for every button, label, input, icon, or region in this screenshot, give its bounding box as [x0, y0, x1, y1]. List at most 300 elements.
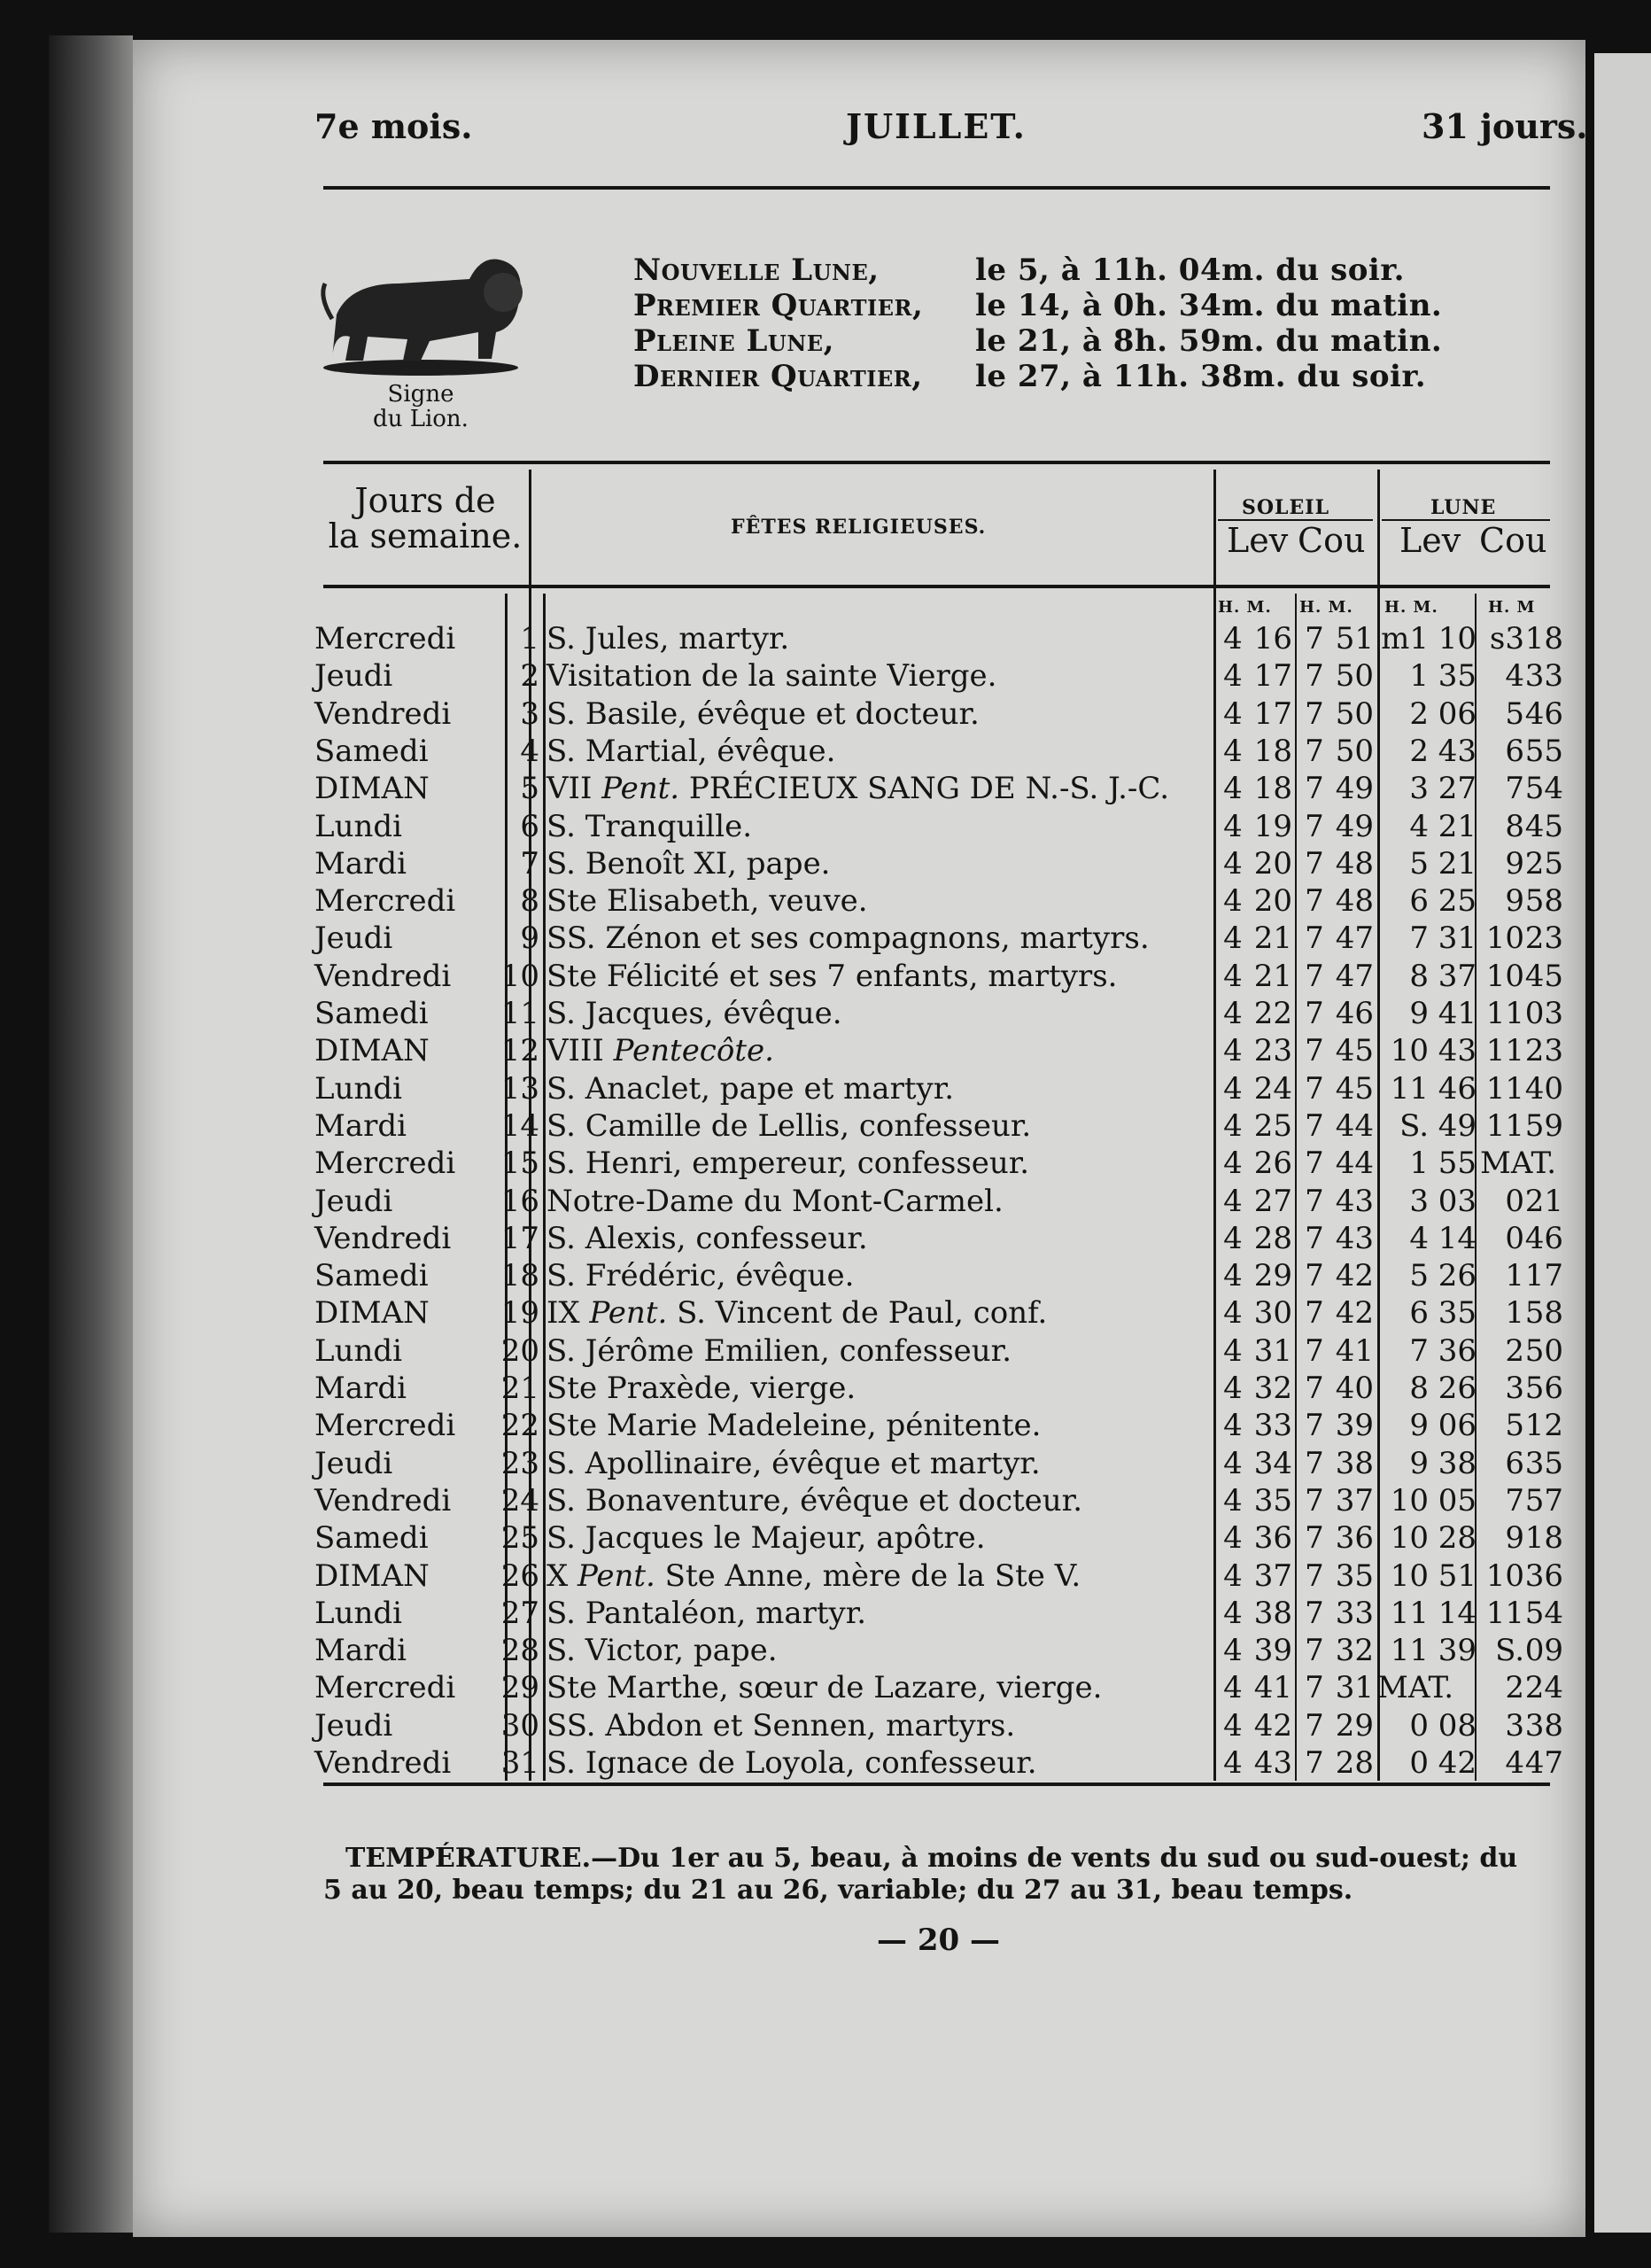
moonrise-minute-cell: 43: [1438, 1033, 1477, 1069]
weekday-cell: Jeudi: [314, 658, 393, 695]
date-number-cell: 31: [500, 1745, 539, 1781]
book-spine: [49, 35, 133, 2233]
sunset-hour-cell: 7: [1305, 1557, 1324, 1594]
feast-cell: [546, 620, 789, 657]
moonrise-hour-cell: 9: [1409, 996, 1429, 1031]
moonset-minute-cell: 47: [1524, 1745, 1563, 1781]
moonrise-hour-cell: 11: [1390, 1070, 1429, 1107]
sunrise-hour-cell: 4: [1223, 658, 1243, 695]
month-ordinal: 7e mois.: [314, 106, 473, 146]
sunrise-minute-cell: 19: [1253, 808, 1292, 844]
moonrise-hour-cell: 1: [1409, 658, 1429, 695]
feast-text-fete: S. Bonaventure, évêque et docteur.: [546, 1482, 1083, 1518]
feast-cell: [546, 1332, 1012, 1370]
feast-text-pre: VII: [546, 771, 602, 807]
sunset-hour-cell: 7: [1305, 733, 1324, 769]
sunrise-minute-cell: 18: [1253, 771, 1292, 807]
sunset-hour-cell: 7: [1305, 1332, 1324, 1369]
sunrise-hour-cell: 4: [1223, 1295, 1243, 1332]
sunrise-hour-cell: 4: [1223, 695, 1243, 732]
moonset-hour-cell: 4: [1505, 658, 1524, 695]
sunset-hour-cell: 7: [1305, 658, 1324, 695]
feast-cell: [546, 920, 1150, 957]
moonrise-minute-cell: 06: [1438, 695, 1477, 732]
moonrise-minute-cell: 41: [1438, 996, 1477, 1031]
feast-cell: [546, 808, 752, 845]
weekday-cell: Mercredi: [314, 1408, 456, 1444]
lune-header: LUNE: [1430, 496, 1497, 519]
sunrise-minute-cell: 43: [1253, 1745, 1292, 1781]
table-row: [314, 657, 1563, 695]
moon-phase-last-quarter: Dernier Quartier, le 27, à 11h. 38m. du soir.: [633, 359, 1427, 394]
feast-text-pre: X: [546, 1557, 578, 1594]
sunrise-hour-cell: 4: [1223, 1070, 1243, 1107]
feast-cell: [546, 1220, 868, 1257]
table-row: [314, 1744, 1563, 1782]
feast-cell: [546, 1070, 954, 1107]
weekday-cell: Samedi: [314, 733, 429, 769]
moonrise-hour-cell: 2: [1409, 733, 1429, 769]
feast-cell: [546, 1707, 1015, 1744]
sunset-minute-cell: 33: [1335, 1595, 1374, 1631]
sunset-hour-cell: 7: [1305, 958, 1324, 994]
moonset-hour-cell: 10: [1485, 958, 1524, 994]
moonrise-minute-cell: 46: [1438, 1070, 1477, 1107]
moonset-minute-cell: 45: [1524, 808, 1563, 844]
sunset-hour-cell: 7: [1305, 1408, 1324, 1444]
feast-cell: [546, 1632, 778, 1669]
weekday-cell: Samedi: [314, 1520, 429, 1557]
sunrise-minute-cell: 28: [1253, 1220, 1292, 1256]
soleil-cou-header: Cou: [1298, 521, 1366, 560]
moonrise-hour-cell: MAT.: [1377, 1670, 1453, 1706]
weekday-cell: Lundi: [314, 1332, 403, 1369]
table-row: [314, 920, 1563, 957]
moonset-hour-cell: 9: [1505, 845, 1524, 882]
moonrise-minute-cell: 25: [1438, 883, 1477, 920]
sunrise-minute-cell: 26: [1253, 1146, 1292, 1182]
sunset-hour-cell: 7: [1305, 1295, 1324, 1332]
sunrise-hour-cell: 4: [1223, 1033, 1243, 1069]
date-number-cell: 28: [500, 1633, 539, 1669]
feast-text-fete: Ste Elisabeth, veuve.: [546, 883, 868, 920]
page-number: — 20 —: [877, 1922, 1000, 1958]
sunset-minute-cell: 49: [1335, 808, 1374, 844]
sunset-minute-cell: 43: [1335, 1220, 1374, 1256]
moonrise-minute-cell: 43: [1438, 733, 1477, 769]
moonrise-minute-cell: 36: [1438, 1332, 1477, 1369]
moonset-minute-cell: 33: [1524, 658, 1563, 695]
date-number-cell: 12: [500, 1033, 539, 1069]
sunset-minute-cell: 45: [1335, 1070, 1374, 1107]
moonset-minute-cell: 12: [1524, 1408, 1563, 1444]
feast-text-fete: Ste Marthe, sœur de Lazare, vierge.: [546, 1670, 1103, 1706]
moonrise-hour-cell: 2: [1409, 695, 1429, 732]
weekday-cell: Mardi: [314, 1371, 407, 1406]
feast-cell: [546, 1032, 774, 1069]
feast-text-fete: Notre-Dame du Mont-Carmel.: [546, 1183, 1004, 1219]
weekday-cell: Lundi: [314, 1595, 403, 1631]
sunrise-hour-cell: 4: [1223, 1332, 1243, 1369]
moonset-minute-cell: 54: [1524, 771, 1563, 807]
moonset-hour-cell: 8: [1505, 808, 1524, 844]
moonrise-minute-cell: 08: [1438, 1707, 1477, 1744]
table-row: [314, 620, 1563, 657]
moonset-hour-cell: 2: [1505, 1670, 1524, 1706]
table-row: [314, 845, 1563, 882]
sunset-minute-cell: 43: [1335, 1183, 1374, 1219]
moonset-hour-cell: 11: [1485, 1070, 1524, 1107]
date-number-cell: 17: [500, 1220, 539, 1256]
sunset-minute-cell: 44: [1335, 1146, 1374, 1182]
moonrise-hour-cell: 8: [1409, 1371, 1429, 1406]
sunset-minute-cell: 36: [1335, 1520, 1374, 1557]
moonrise-hour-cell: 4: [1409, 1220, 1429, 1256]
sunset-hour-cell: 7: [1305, 845, 1324, 882]
moonrise-hour-cell: 8: [1409, 958, 1429, 994]
sunrise-minute-cell: 42: [1253, 1707, 1292, 1744]
date-number-cell: 1: [520, 621, 539, 656]
feast-cell: [546, 1183, 1004, 1220]
moonset-hour-cell: 11: [1485, 1107, 1524, 1144]
moonset-hour-cell: 0: [1505, 1220, 1524, 1256]
moonrise-hour-cell: 10: [1390, 1557, 1429, 1594]
table-row: [314, 882, 1563, 920]
moonset-minute-cell: 09: [1524, 1633, 1563, 1669]
sunset-hour-cell: 7: [1305, 771, 1324, 807]
moonrise-minute-cell: 38: [1438, 1445, 1477, 1481]
moonset-hour-cell: 6: [1505, 1445, 1524, 1481]
sunset-minute-cell: 48: [1335, 845, 1374, 882]
moonrise-hour-cell: 7: [1409, 1332, 1429, 1369]
moonset-minute-cell: 45: [1524, 958, 1563, 994]
moonrise-hour-cell: 5: [1409, 1258, 1429, 1294]
moonrise-hour-cell: 11: [1390, 1633, 1429, 1669]
moonset-hour-cell: 0: [1505, 1183, 1524, 1219]
sunrise-minute-cell: 21: [1253, 920, 1292, 957]
sunrise-minute-cell: 17: [1253, 695, 1292, 732]
moonrise-hour-cell: 6: [1409, 883, 1429, 920]
feast-cell: [546, 845, 831, 882]
feast-text-fete: Ste Marie Madeleine, pénitente.: [546, 1408, 1042, 1444]
moonrise-minute-cell: 42: [1438, 1745, 1477, 1781]
feast-text-fete: S. Frédéric, évêque.: [546, 1258, 855, 1294]
moonset-hour-cell: 7: [1505, 1482, 1524, 1518]
feast-cell: [546, 995, 842, 1032]
header-bottom-rule: [323, 585, 1550, 588]
moonset-minute-cell: 46: [1524, 695, 1563, 732]
date-number-cell: 26: [500, 1557, 539, 1594]
sunset-hour-cell: 7: [1305, 1220, 1324, 1256]
moonset-minute-cell: 17: [1524, 1258, 1563, 1294]
feast-text-pre: IX: [546, 1295, 590, 1332]
table-row: [314, 1482, 1563, 1519]
moonrise-hour-cell: 3: [1409, 1183, 1429, 1219]
feast-text-fete: S. Jacques le Majeur, apôtre.: [546, 1520, 986, 1557]
feast-text-fete: S. Apollinaire, évêque et martyr.: [546, 1445, 1041, 1481]
moonset-minute-cell: 23: [1524, 1033, 1563, 1069]
feast-text-fete: Ste Praxède, vierge.: [546, 1371, 857, 1406]
sunrise-minute-cell: 22: [1253, 996, 1292, 1031]
date-number-cell: 21: [500, 1371, 539, 1406]
moonset-hour-cell: 9: [1505, 1520, 1524, 1557]
weekday-cell: Jeudi: [314, 1445, 393, 1481]
weekday-cell: Samedi: [314, 996, 429, 1031]
soleil-underline: [1218, 519, 1373, 521]
moonset-hour-cell: 7: [1505, 771, 1524, 807]
date-number-cell: 14: [500, 1107, 539, 1144]
soleil-header: SOLEIL: [1242, 496, 1330, 519]
moonset-minute-cell: 35: [1524, 1445, 1563, 1481]
weekday-cell: Mardi: [314, 1107, 407, 1144]
sunset-minute-cell: 50: [1335, 658, 1374, 695]
table-row: [314, 808, 1563, 845]
sunset-hour-cell: 7: [1305, 621, 1324, 656]
weekday-cell: Vendredi: [314, 958, 452, 994]
feast-text-fete: S. Jérôme Emilien, confesseur.: [546, 1332, 1012, 1369]
feast-cell: [546, 1595, 866, 1632]
moonset-hour-cell: MAT.: [1480, 1146, 1556, 1182]
weekday-cell: Vendredi: [314, 695, 452, 732]
sunrise-hour-cell: 4: [1223, 1408, 1243, 1444]
feast-cell: [546, 657, 996, 695]
date-number-cell: 4: [520, 733, 539, 769]
weekday-cell: DIMAN: [314, 1295, 430, 1332]
feast-text-ital: Pent.: [589, 1295, 668, 1332]
sunrise-minute-cell: 35: [1253, 1482, 1292, 1518]
feast-text-ital: Pent.: [601, 771, 680, 807]
sunrise-minute-cell: 31: [1253, 1332, 1292, 1369]
moonset-minute-cell: 58: [1524, 1295, 1563, 1332]
moonset-hour-cell: 5: [1505, 1408, 1524, 1444]
date-number-cell: 16: [500, 1183, 539, 1219]
moonrise-minute-cell: 51: [1438, 1557, 1477, 1594]
sunrise-hour-cell: 4: [1223, 771, 1243, 807]
sunset-minute-cell: 50: [1335, 695, 1374, 732]
table-row: [314, 1632, 1563, 1669]
sunset-minute-cell: 47: [1335, 920, 1374, 957]
sunrise-hour-cell: 4: [1223, 1258, 1243, 1294]
weekday-cell: DIMAN: [314, 1557, 430, 1594]
sunset-minute-cell: 42: [1335, 1295, 1374, 1332]
temperature-note-line2: 5 au 20, beau temps; du 21 au 26, variable; du 27 au 31, beau temps.: [323, 1875, 1353, 1906]
moonrise-minute-cell: 14: [1438, 1595, 1477, 1631]
sunrise-hour-cell: 4: [1223, 1633, 1243, 1669]
moonrise-minute-cell: 21: [1438, 808, 1477, 844]
sunrise-minute-cell: 30: [1253, 1295, 1292, 1332]
sunrise-hour-cell: 4: [1223, 1371, 1243, 1406]
weekday-cell: Jeudi: [314, 1707, 393, 1744]
sunrise-minute-cell: 24: [1253, 1070, 1292, 1107]
sunset-minute-cell: 44: [1335, 1107, 1374, 1144]
date-number-cell: 3: [520, 695, 539, 732]
header-rule: [323, 186, 1550, 190]
feast-cell: [546, 882, 868, 920]
sunset-hour-cell: 7: [1305, 1670, 1324, 1706]
feast-text-fete: PRÉCIEUX SANG DE N.-S. J.-C.: [679, 771, 1170, 807]
sunset-hour-cell: 7: [1305, 1258, 1324, 1294]
moonrise-hour-cell: S.: [1399, 1107, 1429, 1144]
date-number-cell: 8: [520, 883, 539, 920]
moonrise-minute-cell: 39: [1438, 1633, 1477, 1669]
table-top-rule: [323, 461, 1550, 464]
sunset-minute-cell: 38: [1335, 1445, 1374, 1481]
sunset-hour-cell: 7: [1305, 1146, 1324, 1182]
sunset-minute-cell: 46: [1335, 996, 1374, 1031]
feast-text-fete: S. Martial, évêque.: [546, 733, 836, 769]
feast-cell: [546, 1257, 854, 1294]
moonset-minute-cell: 18: [1524, 621, 1563, 656]
days-header-line1: Jours de: [354, 481, 496, 520]
lune-underline: [1382, 519, 1550, 521]
sunset-hour-cell: 7: [1305, 996, 1324, 1031]
feast-cell: [546, 1744, 1037, 1782]
moonrise-hour-cell: m1: [1381, 621, 1429, 656]
sunrise-hour-cell: 4: [1223, 808, 1243, 844]
table-row: [314, 695, 1563, 733]
weekday-cell: Mercredi: [314, 1670, 456, 1706]
moonrise-hour-cell: 7: [1409, 920, 1429, 957]
sunset-hour-cell: 7: [1305, 1482, 1324, 1518]
moonrise-minute-cell: 37: [1438, 958, 1477, 994]
sunrise-minute-cell: 20: [1253, 845, 1292, 882]
feast-cell: [546, 1557, 1081, 1595]
sunrise-minute-cell: 32: [1253, 1371, 1292, 1406]
sunrise-minute-cell: 25: [1253, 1107, 1292, 1144]
date-number-cell: 7: [520, 845, 539, 882]
moonrise-minute-cell: 06: [1438, 1408, 1477, 1444]
moonrise-hour-cell: 10: [1390, 1520, 1429, 1557]
adjacent-page-edge: [1594, 53, 1651, 2233]
sunrise-minute-cell: 29: [1253, 1258, 1292, 1294]
moonset-minute-cell: 58: [1524, 883, 1563, 920]
moonset-minute-cell: 03: [1524, 996, 1563, 1031]
moonset-minute-cell: 24: [1524, 1670, 1563, 1706]
lune-cou-header: Cou: [1479, 521, 1547, 560]
sunrise-minute-cell: 27: [1253, 1183, 1292, 1219]
feast-text-fete: SS. Zénon et ses compagnons, martyrs.: [546, 920, 1150, 957]
date-number-cell: 23: [500, 1445, 539, 1481]
lune-lev-header: Lev: [1399, 521, 1461, 560]
table-row: [314, 1294, 1563, 1332]
feast-cell: [546, 695, 980, 733]
weekday-cell: Mardi: [314, 845, 407, 882]
moonrise-hour-cell: 5: [1409, 845, 1429, 882]
sunset-minute-cell: 31: [1335, 1670, 1374, 1706]
feast-text-fete: S. Anaclet, pape et martyr.: [546, 1070, 955, 1107]
sunset-hour-cell: 7: [1305, 1707, 1324, 1744]
table-row: [314, 1220, 1563, 1257]
sunrise-minute-cell: 16: [1253, 621, 1292, 656]
feast-text-fete: S. Vincent de Paul, conf.: [667, 1295, 1048, 1332]
moonrise-hour-cell: 0: [1409, 1707, 1429, 1744]
feast-text-fete: S. Tranquille.: [546, 808, 753, 844]
sunrise-minute-cell: 17: [1253, 658, 1292, 695]
sunrise-minute-cell: 34: [1253, 1445, 1292, 1481]
soleil-lev-header: Lev: [1227, 521, 1289, 560]
weekday-cell: Lundi: [314, 1070, 403, 1107]
moonset-minute-cell: 38: [1524, 1707, 1563, 1744]
feast-text-fete: S. Benoît XI, pape.: [546, 845, 831, 882]
feast-text-fete: Visitation de la sainte Vierge.: [546, 658, 997, 695]
moonset-hour-cell: S.: [1495, 1633, 1524, 1669]
table-row: [314, 1519, 1563, 1557]
weekday-cell: Samedi: [314, 1258, 429, 1294]
moonset-minute-cell: 36: [1524, 1557, 1563, 1594]
weekday-cell: Vendredi: [314, 1220, 452, 1256]
date-number-cell: 9: [520, 920, 539, 957]
feast-cell: [546, 1370, 856, 1407]
moonset-minute-cell: 56: [1524, 1371, 1563, 1406]
table-row: [314, 958, 1563, 995]
moonset-hour-cell: 1: [1505, 1295, 1524, 1332]
sunrise-hour-cell: 4: [1223, 1595, 1243, 1631]
feast-cell: [546, 1445, 1041, 1482]
sunset-minute-cell: 48: [1335, 883, 1374, 920]
moonset-minute-cell: 50: [1524, 1332, 1563, 1369]
moonset-hour-cell: 10: [1485, 1557, 1524, 1594]
table-row: [314, 770, 1563, 807]
sunrise-hour-cell: 4: [1223, 845, 1243, 882]
moonset-hour-cell: 6: [1505, 733, 1524, 769]
sunrise-hour-cell: 4: [1223, 958, 1243, 994]
sunrise-hour-cell: 4: [1223, 1520, 1243, 1557]
sunrise-minute-cell: 33: [1253, 1408, 1292, 1444]
feast-text-fete: SS. Abdon et Sennen, martyrs.: [546, 1707, 1016, 1744]
weekday-cell: Vendredi: [314, 1745, 452, 1781]
sunrise-hour-cell: 4: [1223, 996, 1243, 1031]
table-row: [314, 1445, 1563, 1482]
moonrise-minute-cell: 49: [1438, 1107, 1477, 1144]
moonrise-hour-cell: 0: [1409, 1745, 1429, 1781]
sunset-hour-cell: 7: [1305, 1183, 1324, 1219]
moonset-minute-cell: 54: [1524, 1595, 1563, 1631]
moonset-minute-cell: 18: [1524, 1520, 1563, 1557]
weekday-cell: Jeudi: [314, 1183, 393, 1219]
table-row: [314, 1595, 1563, 1632]
sunrise-hour-cell: 4: [1223, 1670, 1243, 1706]
feast-cell: [546, 958, 1118, 995]
sunset-hour-cell: 7: [1305, 695, 1324, 732]
sunset-hour-cell: 7: [1305, 1070, 1324, 1107]
sunrise-hour-cell: 4: [1223, 1482, 1243, 1518]
moonrise-minute-cell: 21: [1438, 845, 1477, 882]
date-number-cell: 15: [500, 1146, 539, 1182]
moonrise-hour-cell: 6: [1409, 1295, 1429, 1332]
lion-icon: [314, 244, 531, 377]
sunrise-hour-cell: 4: [1223, 883, 1243, 920]
feast-text-ital: Pent.: [577, 1557, 655, 1594]
hm-label-soleil-lev: H. M.: [1218, 598, 1272, 617]
table-row: [314, 1032, 1563, 1069]
sunset-hour-cell: 7: [1305, 883, 1324, 920]
sunset-minute-cell: 50: [1335, 733, 1374, 769]
table-row: [314, 1257, 1563, 1294]
moonset-hour-cell: 4: [1505, 1745, 1524, 1781]
moonrise-minute-cell: 05: [1438, 1482, 1477, 1518]
date-number-cell: 22: [500, 1408, 539, 1444]
weekday-cell: DIMAN: [314, 1033, 430, 1069]
feast-text-fete: S. Pantaléon, martyr.: [546, 1595, 867, 1631]
date-number-cell: 30: [500, 1707, 539, 1744]
sunrise-minute-cell: 21: [1253, 958, 1292, 994]
moonset-hour-cell: 11: [1485, 1033, 1524, 1069]
sunset-minute-cell: 39: [1335, 1408, 1374, 1444]
sunset-minute-cell: 45: [1335, 1033, 1374, 1069]
hm-label-soleil-cou: H. M.: [1299, 598, 1353, 617]
feast-text-fete: Ste Félicité et ses 7 enfants, martyrs.: [546, 958, 1118, 994]
sunset-hour-cell: 7: [1305, 1033, 1324, 1069]
